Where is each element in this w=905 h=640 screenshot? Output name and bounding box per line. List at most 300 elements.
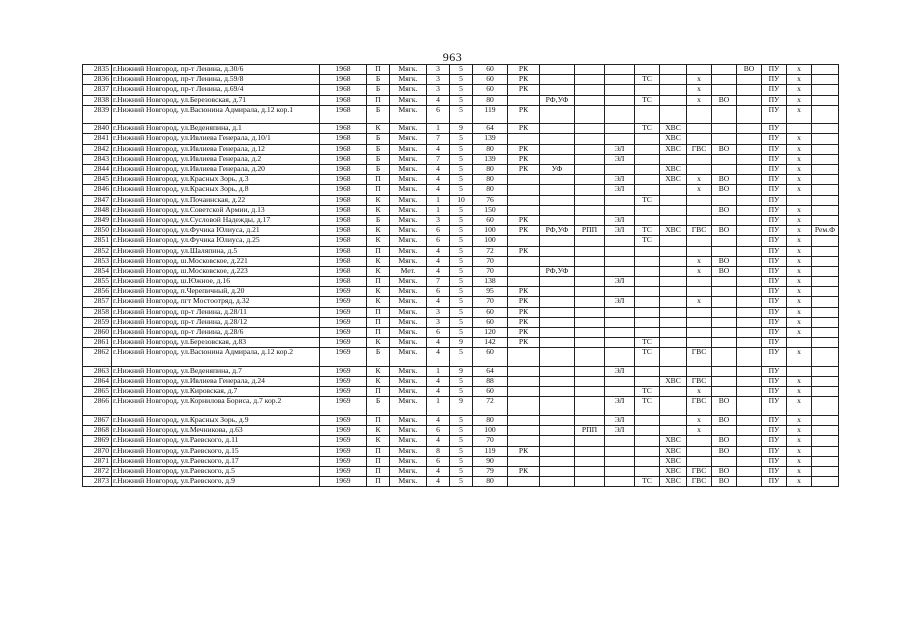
work-type-cell	[635, 215, 660, 225]
roof-type-cell: Мягк.	[390, 215, 427, 225]
work-type-cell	[712, 426, 737, 436]
apartments-cell: 139	[473, 134, 508, 144]
apartments-cell: 120	[473, 328, 508, 338]
record-number-cell: 2844	[83, 165, 112, 175]
work-type-cell: ПУ	[762, 95, 787, 105]
work-type-cell	[737, 466, 762, 476]
apartments-cell: 76	[473, 195, 508, 205]
build-year-cell: 1969	[320, 377, 367, 387]
wall-material-cell: П	[367, 317, 390, 327]
table-row	[83, 436, 839, 446]
work-type-cell	[635, 456, 660, 466]
work-type-cell	[737, 426, 762, 436]
work-type-cell	[575, 387, 605, 397]
roof-type-cell: Мягк.	[390, 477, 427, 487]
address-cell: г.Нижний Новгород, ул.Фучика Юлиуса, д.21	[112, 226, 320, 236]
wall-material-cell: К	[367, 297, 390, 307]
record-number-cell: 2841	[83, 134, 112, 144]
work-type-cell: х	[687, 185, 712, 195]
work-type-cell: ВО	[712, 185, 737, 195]
apartments-cell: 90	[473, 456, 508, 466]
floors-cell: 6	[427, 236, 450, 246]
work-type-cell: ПУ	[762, 426, 787, 436]
work-type-cell	[540, 297, 575, 307]
table-row	[83, 328, 839, 338]
work-type-cell	[575, 446, 605, 456]
address-cell: г.Нижний Новгород, ул.Раевского, д.9	[112, 477, 320, 487]
table-row	[83, 185, 839, 195]
work-type-cell	[575, 307, 605, 317]
address-cell: г.Нижний Новгород, пр-т Ленина, д.30/6	[112, 65, 320, 75]
wall-material-cell: К	[367, 266, 390, 276]
table-row	[83, 105, 839, 124]
record-number-cell: 2865	[83, 387, 112, 397]
entrances-cell: 5	[450, 377, 473, 387]
work-type-cell	[660, 426, 687, 436]
table-row	[83, 256, 839, 266]
work-type-cell	[737, 165, 762, 175]
record-number-cell: 2854	[83, 266, 112, 276]
work-type-cell	[812, 65, 839, 75]
work-type-cell	[540, 456, 575, 466]
work-type-cell	[812, 205, 839, 215]
work-type-cell: ПУ	[762, 266, 787, 276]
address-cell: г.Нижний Новгород, пр-т Ленина, д.28/11	[112, 307, 320, 317]
work-type-cell	[687, 105, 712, 124]
address-cell: г.Нижний Новгород, ул.Фучика Юлиуса, д.25	[112, 236, 320, 246]
address-cell: г.Нижний Новгород, ул.Веденяпина, д.1	[112, 124, 320, 134]
wall-material-cell: К	[367, 256, 390, 266]
work-type-cell	[508, 266, 540, 276]
work-type-cell	[635, 65, 660, 75]
roof-type-cell: Мягк.	[390, 366, 427, 376]
work-type-cell	[660, 256, 687, 266]
table-row	[83, 466, 839, 476]
wall-material-cell: Б	[367, 134, 390, 144]
work-type-cell: ПУ	[762, 338, 787, 348]
work-type-cell	[540, 466, 575, 476]
build-year-cell: 1968	[320, 175, 367, 185]
work-type-cell	[737, 446, 762, 456]
work-type-cell	[635, 307, 660, 317]
work-type-cell	[660, 105, 687, 124]
table-row	[83, 287, 839, 297]
work-type-cell	[712, 366, 737, 376]
apartments-cell: 95	[473, 287, 508, 297]
work-type-cell: х	[787, 387, 812, 397]
floors-cell: 4	[427, 165, 450, 175]
work-type-cell	[635, 328, 660, 338]
work-type-cell	[660, 75, 687, 85]
work-type-cell	[575, 436, 605, 446]
floors-cell: 6	[427, 287, 450, 297]
work-type-cell	[635, 287, 660, 297]
table-row	[83, 477, 839, 487]
wall-material-cell: К	[367, 226, 390, 236]
work-type-cell	[508, 477, 540, 487]
record-number-cell: 2845	[83, 175, 112, 185]
work-type-cell	[687, 317, 712, 327]
work-type-cell: ПУ	[762, 144, 787, 154]
work-type-cell	[575, 415, 605, 425]
work-type-cell	[737, 338, 762, 348]
table-row	[83, 317, 839, 327]
entrances-cell: 5	[450, 95, 473, 105]
apartments-cell: 88	[473, 377, 508, 387]
work-type-cell	[687, 165, 712, 175]
roof-type-cell: Мягк.	[390, 124, 427, 134]
build-year-cell: 1968	[320, 105, 367, 124]
floors-cell: 4	[427, 477, 450, 487]
work-type-cell	[575, 85, 605, 95]
work-type-cell	[605, 236, 635, 246]
work-type-cell	[605, 266, 635, 276]
wall-material-cell: П	[367, 456, 390, 466]
work-type-cell	[737, 297, 762, 307]
address-cell: г.Нижний Новгород, ул.Раевского, д.17	[112, 456, 320, 466]
work-type-cell	[660, 348, 687, 367]
table-row	[83, 85, 839, 95]
wall-material-cell: К	[367, 236, 390, 246]
build-year-cell: 1968	[320, 165, 367, 175]
apartments-cell: 60	[473, 307, 508, 317]
apartments-cell: 60	[473, 75, 508, 85]
address-cell: г.Нижний Новгород, ул.Березовская, д.71	[112, 95, 320, 105]
address-cell: г.Нижний Новгород, пгт Мостоотряд, д.32	[112, 297, 320, 307]
work-type-cell	[660, 317, 687, 327]
work-type-cell: ПУ	[762, 297, 787, 307]
work-type-cell	[687, 65, 712, 75]
work-type-cell	[575, 466, 605, 476]
entrances-cell: 5	[450, 165, 473, 175]
work-type-cell	[575, 256, 605, 266]
entrances-cell: 5	[450, 328, 473, 338]
build-year-cell: 1969	[320, 466, 367, 476]
work-type-cell: ЭЛ	[605, 215, 635, 225]
work-type-cell	[635, 446, 660, 456]
work-type-cell: ПУ	[762, 456, 787, 466]
roof-type-cell: Мягк.	[390, 95, 427, 105]
work-type-cell: ХВС	[660, 436, 687, 446]
work-type-cell	[508, 387, 540, 397]
work-type-cell	[737, 307, 762, 317]
work-type-cell: х	[787, 175, 812, 185]
work-type-cell: ГВС	[687, 397, 712, 416]
work-type-cell	[540, 85, 575, 95]
work-type-cell	[737, 456, 762, 466]
work-type-cell: х	[787, 377, 812, 387]
work-type-cell	[660, 366, 687, 376]
work-type-cell	[605, 165, 635, 175]
work-type-cell	[737, 236, 762, 246]
record-number-cell: 2846	[83, 185, 112, 195]
floors-cell: 4	[427, 297, 450, 307]
table-row	[83, 277, 839, 287]
work-type-cell	[687, 134, 712, 144]
wall-material-cell: Б	[367, 154, 390, 164]
work-type-cell: х	[787, 297, 812, 307]
work-type-cell: ПУ	[762, 165, 787, 175]
record-number-cell: 2850	[83, 226, 112, 236]
wall-material-cell: Б	[367, 397, 390, 416]
work-type-cell	[508, 95, 540, 105]
work-type-cell: х	[787, 256, 812, 266]
record-number-cell: 2843	[83, 154, 112, 164]
work-type-cell: х	[687, 256, 712, 266]
work-type-cell	[660, 277, 687, 287]
work-type-cell	[712, 246, 737, 256]
record-number-cell: 2836	[83, 75, 112, 85]
wall-material-cell: П	[367, 65, 390, 75]
address-cell: г.Нижний Новгород, ул.Раевского, д.11	[112, 436, 320, 446]
work-type-cell	[575, 246, 605, 256]
work-type-cell: ЭЛ	[605, 366, 635, 376]
work-type-cell	[812, 297, 839, 307]
work-type-cell: х	[787, 436, 812, 446]
work-type-cell	[540, 185, 575, 195]
work-type-cell: х	[787, 185, 812, 195]
address-cell: г.Нижний Новгород, ул.Веденяпина, д.7	[112, 366, 320, 376]
address-cell: г.Нижний Новгород, ул.Корнилова Бориса, д.7 кор.2	[112, 397, 320, 416]
work-type-cell	[737, 287, 762, 297]
apartments-cell: 100	[473, 236, 508, 246]
build-year-cell: 1968	[320, 154, 367, 164]
apartments-cell: 139	[473, 154, 508, 164]
work-type-cell	[575, 348, 605, 367]
roof-type-cell: Мягк.	[390, 436, 427, 446]
work-type-cell: ПУ	[762, 446, 787, 456]
address-cell: г.Нижний Новгород, ул.Березовская, д.83	[112, 338, 320, 348]
entrances-cell: 9	[450, 366, 473, 376]
wall-material-cell: П	[367, 277, 390, 287]
apartments-cell: 60	[473, 317, 508, 327]
build-year-cell: 1968	[320, 226, 367, 236]
work-type-cell	[812, 377, 839, 387]
work-type-cell	[812, 266, 839, 276]
work-type-cell: ГВС	[687, 144, 712, 154]
build-year-cell: 1969	[320, 317, 367, 327]
address-cell: г.Нижний Новгород, ул.Советской Армии, д.13	[112, 205, 320, 215]
work-type-cell: ПУ	[762, 215, 787, 225]
work-type-cell	[575, 165, 605, 175]
work-type-cell	[712, 134, 737, 144]
build-year-cell: 1968	[320, 95, 367, 105]
roof-type-cell: Мягк.	[390, 426, 427, 436]
work-type-cell: ТС	[635, 338, 660, 348]
record-number-cell: 2862	[83, 348, 112, 367]
work-type-cell	[540, 65, 575, 75]
table-row	[83, 397, 839, 416]
work-type-cell	[605, 75, 635, 85]
work-type-cell	[687, 328, 712, 338]
work-type-cell	[737, 415, 762, 425]
entrances-cell: 5	[450, 226, 473, 236]
work-type-cell: ЭЛ	[605, 144, 635, 154]
work-type-cell: ХВС	[660, 124, 687, 134]
work-type-cell: РК	[508, 144, 540, 154]
floors-cell: 7	[427, 154, 450, 164]
wall-material-cell: К	[367, 287, 390, 297]
work-type-cell: х	[787, 266, 812, 276]
work-type-cell	[635, 426, 660, 436]
wall-material-cell: Б	[367, 75, 390, 85]
roof-type-cell: Мягк.	[390, 277, 427, 287]
table-row	[83, 75, 839, 85]
wall-material-cell: П	[367, 95, 390, 105]
address-cell: г.Нижний Новгород, ул.Кировская, д.7	[112, 387, 320, 397]
address-cell: г.Нижний Новгород, пр-т Ленина, д.28/6	[112, 328, 320, 338]
work-type-cell: х	[687, 426, 712, 436]
work-type-cell	[660, 205, 687, 215]
work-type-cell: УФ	[540, 165, 575, 175]
work-type-cell	[660, 397, 687, 416]
work-type-cell: х	[687, 415, 712, 425]
record-number-cell: 2857	[83, 297, 112, 307]
entrances-cell: 5	[450, 236, 473, 246]
work-type-cell: ХВС	[660, 466, 687, 476]
work-type-cell: РК	[508, 215, 540, 225]
work-type-cell	[575, 397, 605, 416]
work-type-cell	[508, 256, 540, 266]
work-type-cell	[635, 175, 660, 185]
table-row	[83, 124, 839, 134]
work-type-cell	[540, 246, 575, 256]
record-number-cell: 2840	[83, 124, 112, 134]
work-type-cell: РК	[508, 85, 540, 95]
work-type-cell	[508, 366, 540, 376]
work-type-cell	[540, 338, 575, 348]
work-type-cell	[660, 95, 687, 105]
address-cell: г.Нижний Новгород, ул.Почаинская, д.22	[112, 195, 320, 205]
entrances-cell: 5	[450, 105, 473, 124]
record-number-cell: 2869	[83, 436, 112, 446]
work-type-cell	[575, 205, 605, 215]
work-type-cell	[737, 195, 762, 205]
build-year-cell: 1968	[320, 195, 367, 205]
wall-material-cell: Б	[367, 215, 390, 225]
work-type-cell	[635, 436, 660, 446]
floors-cell: 4	[427, 95, 450, 105]
floors-cell: 1	[427, 124, 450, 134]
work-type-cell: ПУ	[762, 65, 787, 75]
work-type-cell: ЭЛ	[605, 154, 635, 164]
work-type-cell: х	[787, 446, 812, 456]
apartments-cell: 72	[473, 246, 508, 256]
work-type-cell	[812, 387, 839, 397]
build-year-cell: 1969	[320, 387, 367, 397]
floors-cell: 4	[427, 348, 450, 367]
work-type-cell	[540, 436, 575, 446]
wall-material-cell: П	[367, 307, 390, 317]
work-type-cell	[605, 105, 635, 124]
work-type-cell: ВО	[712, 415, 737, 425]
work-type-cell	[575, 338, 605, 348]
address-cell: г.Нижний Новгород, ул.Ивлиева Генерала, д.20	[112, 165, 320, 175]
work-type-cell: ВО	[712, 466, 737, 476]
work-type-cell: ПУ	[762, 307, 787, 317]
work-type-cell: ГВС	[687, 226, 712, 236]
build-year-cell: 1968	[320, 144, 367, 154]
work-type-cell	[540, 377, 575, 387]
table-row	[83, 415, 839, 425]
work-type-cell	[605, 287, 635, 297]
work-type-cell	[540, 175, 575, 185]
record-number-cell: 2852	[83, 246, 112, 256]
work-type-cell	[508, 205, 540, 215]
work-type-cell	[540, 195, 575, 205]
work-type-cell	[712, 297, 737, 307]
apartments-cell: 60	[473, 387, 508, 397]
apartments-cell: 150	[473, 205, 508, 215]
work-type-cell	[540, 415, 575, 425]
floors-cell: 4	[427, 256, 450, 266]
work-type-cell	[812, 236, 839, 246]
entrances-cell: 5	[450, 185, 473, 195]
apartments-cell: 100	[473, 226, 508, 236]
work-type-cell: ПУ	[762, 195, 787, 205]
table-row	[83, 195, 839, 205]
roof-type-cell: Мягк.	[390, 236, 427, 246]
work-type-cell	[575, 144, 605, 154]
work-type-cell: ВО	[737, 65, 762, 75]
work-type-cell: ЭЛ	[605, 226, 635, 236]
work-type-cell	[660, 287, 687, 297]
apartments-cell: 79	[473, 466, 508, 476]
roof-type-cell: Мягк.	[390, 134, 427, 144]
work-type-cell: х	[787, 307, 812, 317]
table-row	[83, 387, 839, 397]
work-type-cell	[737, 75, 762, 85]
work-type-cell	[812, 415, 839, 425]
entrances-cell: 5	[450, 175, 473, 185]
work-type-cell	[508, 236, 540, 246]
work-type-cell: х	[787, 287, 812, 297]
work-type-cell	[660, 246, 687, 256]
work-type-cell	[712, 105, 737, 124]
apartments-cell: 60	[473, 215, 508, 225]
build-year-cell: 1968	[320, 75, 367, 85]
work-type-cell	[540, 277, 575, 287]
roof-type-cell: Мягк.	[390, 226, 427, 236]
work-type-cell	[812, 477, 839, 487]
entrances-cell: 5	[450, 215, 473, 225]
work-type-cell: ХВС	[660, 477, 687, 487]
work-type-cell: х	[787, 317, 812, 327]
work-type-cell: РК	[508, 466, 540, 476]
work-type-cell: ХВС	[660, 165, 687, 175]
work-type-cell	[812, 446, 839, 456]
work-type-cell	[635, 377, 660, 387]
work-type-cell	[605, 246, 635, 256]
work-type-cell	[540, 154, 575, 164]
work-type-cell: х	[687, 387, 712, 397]
work-type-cell	[737, 317, 762, 327]
floors-cell: 3	[427, 215, 450, 225]
table-row	[83, 307, 839, 317]
wall-material-cell: Б	[367, 85, 390, 95]
entrances-cell: 5	[450, 277, 473, 287]
work-type-cell	[712, 387, 737, 397]
work-type-cell	[540, 307, 575, 317]
apartments-cell: 119	[473, 105, 508, 124]
entrances-cell: 5	[450, 317, 473, 327]
work-type-cell	[737, 226, 762, 236]
address-cell: г.Нижний Новгород, ул.Васюнина Адмирала, д.12 кор.2	[112, 348, 320, 367]
work-type-cell: ВО	[712, 205, 737, 215]
work-type-cell	[605, 205, 635, 215]
roof-type-cell: Мягк.	[390, 446, 427, 456]
wall-material-cell: П	[367, 246, 390, 256]
